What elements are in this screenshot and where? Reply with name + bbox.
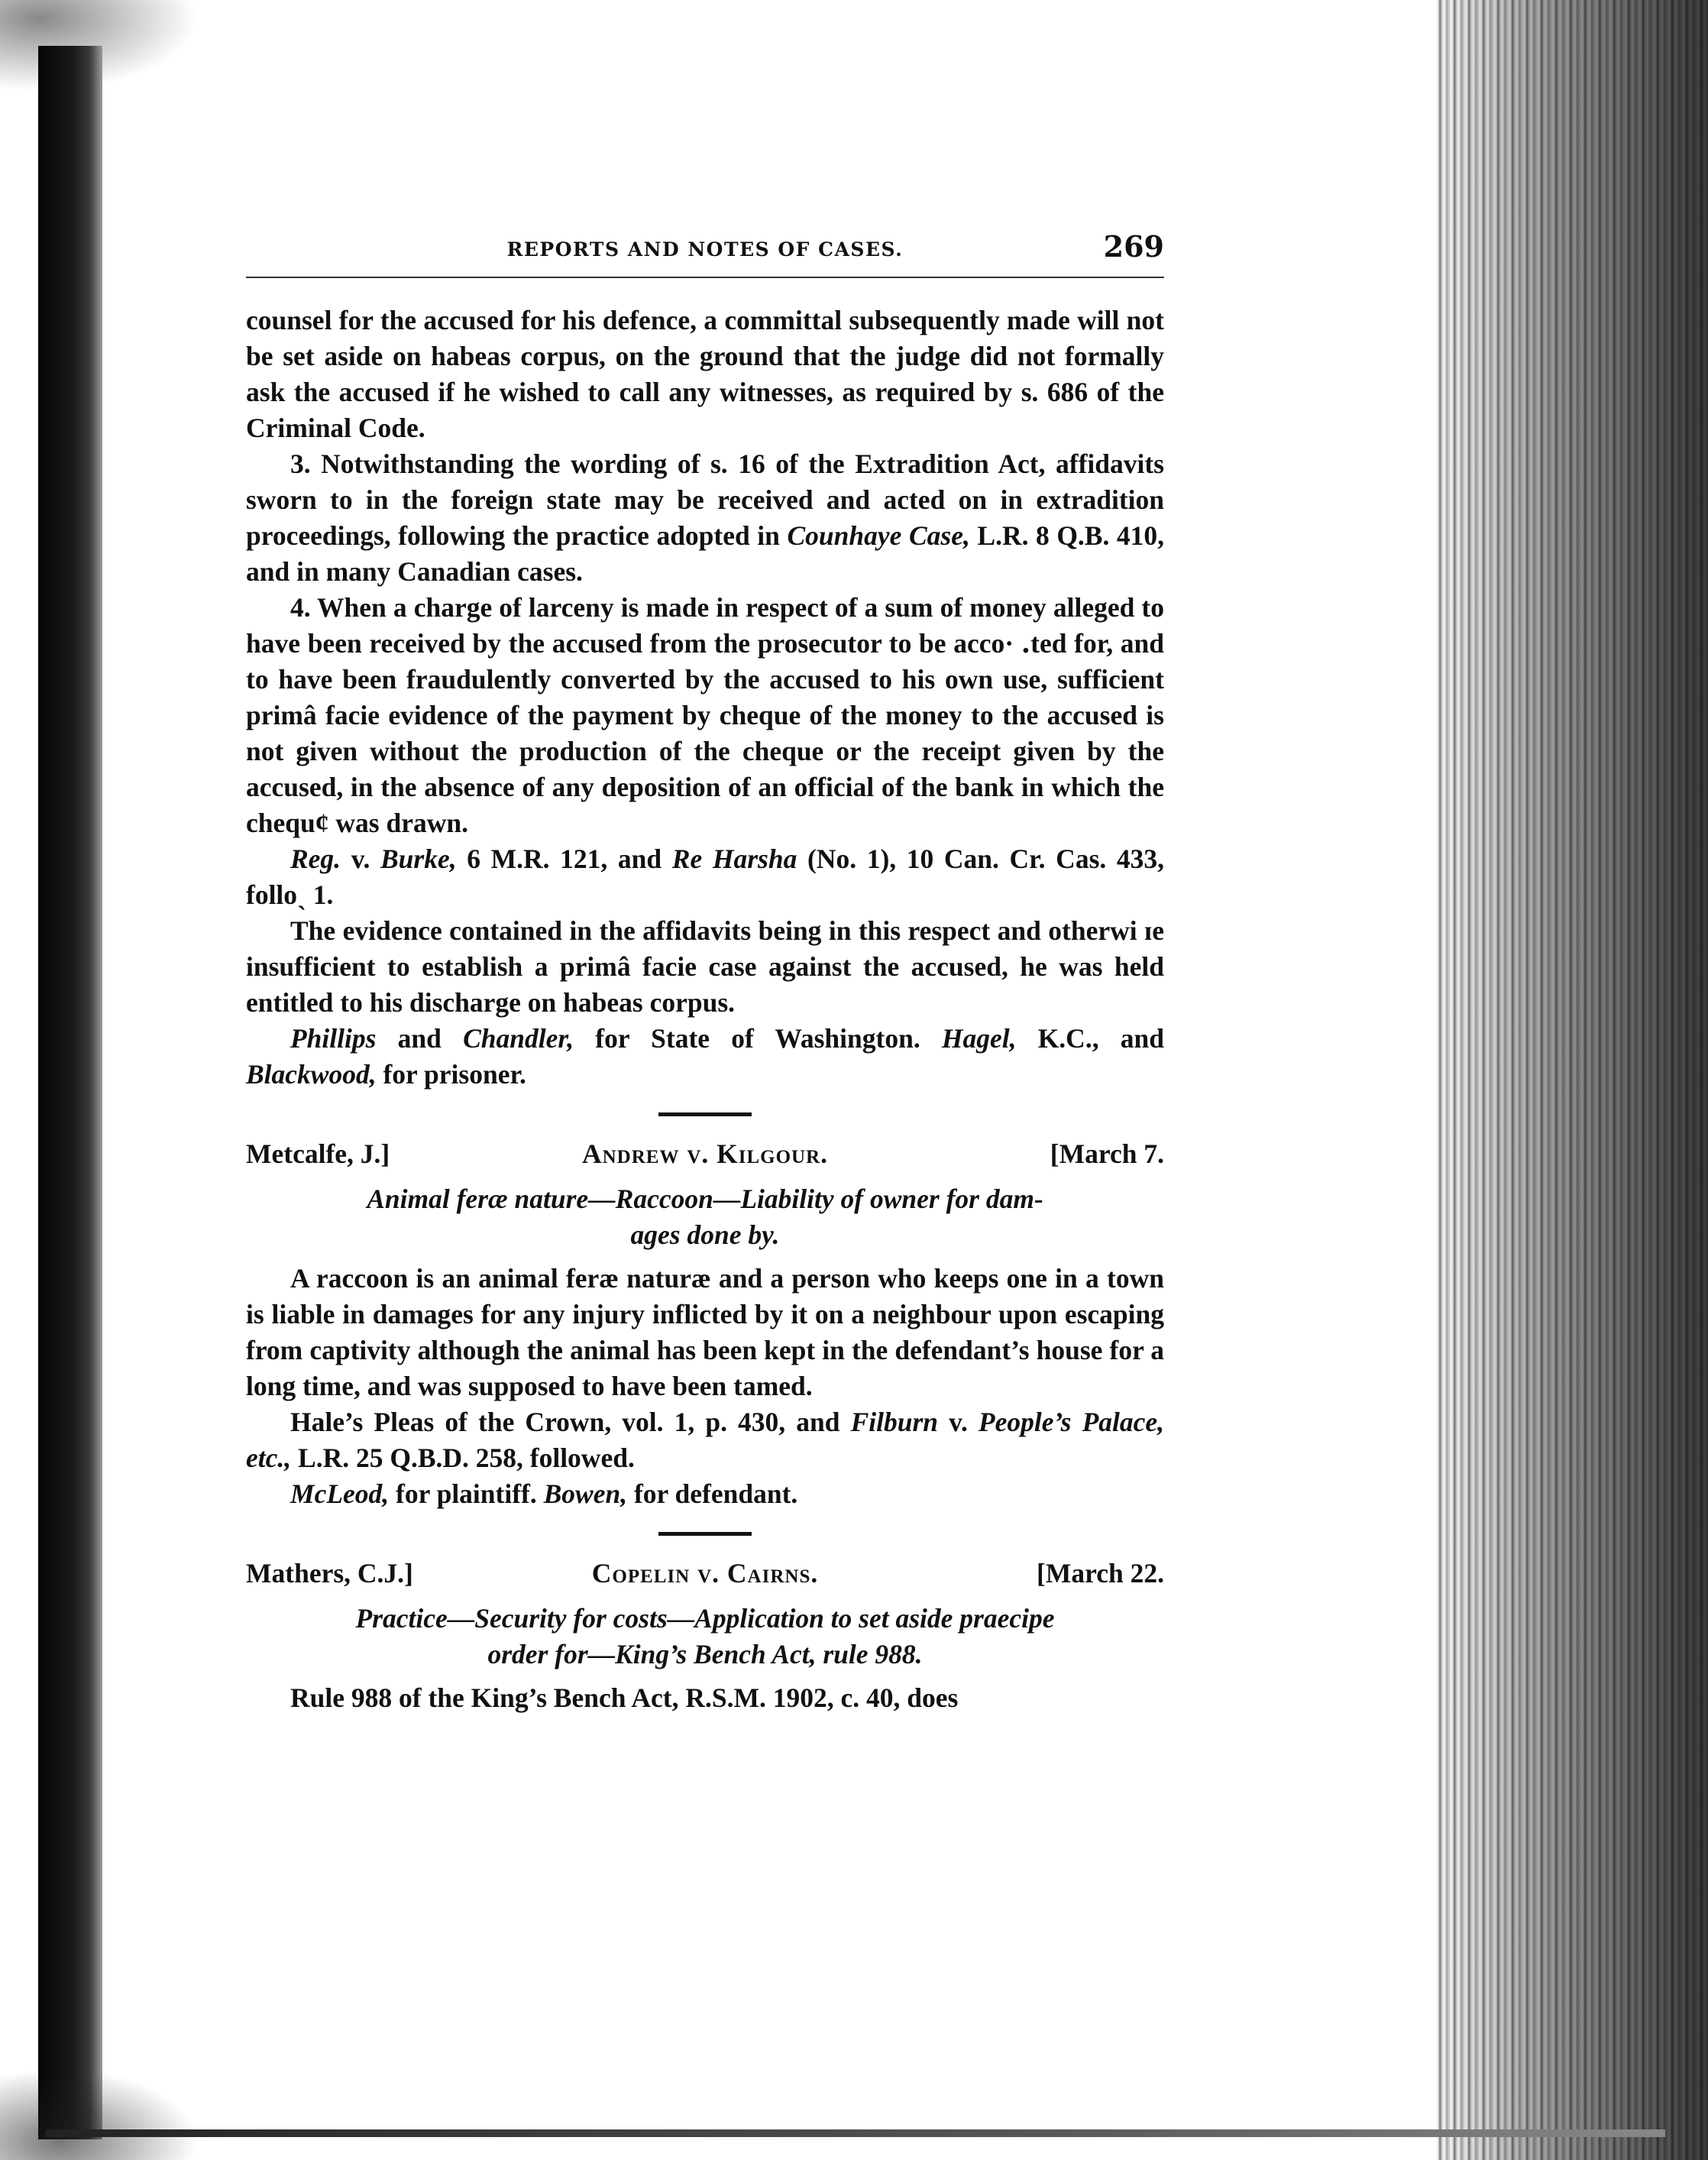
authority-text: L.R. 25 Q.B.D. 258, followed. (291, 1443, 635, 1473)
case-topic-line: Practice—Security for costs—Application to set aside praecipe (355, 1603, 1055, 1634)
case-topic-line: Animal feræ nature—Raccoon—Liability of owner for dam- (367, 1184, 1043, 1214)
case-heading-copelin (246, 1556, 1164, 1592)
case-name-reg: Reg. (290, 844, 341, 874)
case-topic-line: order for—King’s Bench Act, rule 988. (487, 1639, 923, 1669)
case-date: [March 22. (1037, 1558, 1164, 1588)
case-holding: A raccoon is an animal feræ naturæ and a person who keeps one in a town is liable in damages for any injury inflicted by it on a neighbour upon escaping from captivity although the animal has been kept in the defendant’s house for a long time, and was supposed to have been tamed. (246, 1263, 1164, 1401)
header-rule (246, 277, 1164, 278)
case-name-counhaye: Counhaye Case, (787, 520, 970, 551)
counsel-name: Hagel, (941, 1023, 1017, 1054)
authority-text: Hale’s Pleas of the Crown, vol. 1, p. 430, and (290, 1407, 851, 1437)
page-number: 269 (1103, 229, 1164, 264)
case-judge: Metcalfe, J.] (246, 1138, 390, 1169)
counsel-name: Chandler, (463, 1023, 574, 1054)
paragraph-extradition-tail: L.R. 8 Q.B. 410, and in many Canadian cases. (246, 520, 1165, 587)
case-topic-line: ages done by. (630, 1219, 780, 1250)
case-separator (658, 1112, 752, 1116)
case-title: Andrew v. Kilgour. (581, 1138, 829, 1169)
case-topic (261, 1181, 1149, 1253)
paragraph-continuation: counsel for the accused for his defence, a committal subsequently made will not be set aside on habeas corpus, on the ground that the judge did not formally ask the accused if he wished to call any witnesses, as required by s. 686 of the Criminal Code. (246, 305, 1164, 443)
counsel-name: Bowen, (543, 1478, 628, 1509)
paragraph-extradition-text: 3. Notwithstanding the wording of s. 16 of the Extradition Act, affidavits sworn to in the foreign state may be received and acted on in extradition proceedings, following the practice adopted in (246, 449, 1164, 551)
citation-v: v. (341, 844, 380, 874)
case-separator (658, 1532, 752, 1536)
counsel-name: Blackwood, (246, 1059, 377, 1090)
page-body (246, 303, 1164, 1716)
case-title: Copelin v. Cairns. (591, 1558, 819, 1588)
counsel-text: for plaintiff. (389, 1478, 544, 1509)
case-topic (261, 1601, 1149, 1673)
counsel-text: and (376, 1023, 464, 1054)
scan-shadow-bottom-left (0, 2068, 199, 2160)
running-title: REPORTS AND NOTES OF CASES. (506, 238, 904, 261)
counsel-line-1 (246, 1021, 1164, 1093)
case-heading-andrew (246, 1136, 1164, 1172)
paragraph-extradition (246, 446, 1164, 590)
scan-bottom-edge (46, 2129, 1665, 2137)
book-binding-edge (38, 46, 102, 2139)
citation-end: (No. 1), 10 Can. Cr. Cas. 433, folloˎ 1. (246, 844, 1165, 910)
authority-text: v. (938, 1407, 979, 1437)
case-judge: Mathers, C.J.] (246, 1558, 413, 1588)
case-name-filburn: Filburn (850, 1407, 939, 1437)
case-name-burke: Burke, (380, 844, 457, 874)
case-authorities (246, 1404, 1164, 1476)
counsel-name: McLeod, (290, 1478, 390, 1509)
citation-mid: 6 M.R. 121, and (456, 844, 672, 874)
counsel-text: for State of Washington. (574, 1023, 942, 1054)
case-holding: Rule 988 of the King’s Bench Act, R.S.M. 1902, c. 40, does (290, 1682, 959, 1713)
paragraph-citations (246, 841, 1164, 913)
paragraph-evidence: The evidence contained in the affidavits being in this respect and otherwi ɪe insufficient to establish a primâ facie case against the accused, he was held entitled to his discharge on habeas corpus. (246, 915, 1164, 1018)
paragraph-larceny: 4. When a charge of larceny is made in respect of a sum of money alleged to have been received by the accused from the prosecutor to be acco· ․ted for, and to have been fraudulently converted by the accused to his own use, sufficient primâ facie evidence of the payment by cheque of the money to the accused is not given without the production of the cheque or the receipt given by the accused, in the absence of any deposition of an official of the bank in which the chequ¢ was drawn. (246, 592, 1164, 838)
counsel-text: for prisoner. (376, 1059, 526, 1090)
case-name-peoples-palace: People’s Palace, etc., (246, 1407, 1165, 1473)
case-name-harsha: Re Harsha (671, 844, 797, 874)
counsel-line-2 (246, 1476, 1164, 1512)
counsel-name: Phillips (290, 1023, 377, 1054)
running-head (246, 222, 1164, 269)
counsel-text: K.C., and (1016, 1023, 1164, 1054)
counsel-text: for defendant. (627, 1478, 798, 1509)
book-page (246, 222, 1164, 1716)
page-stack-edge (1436, 0, 1708, 2160)
case-date: [March 7. (1050, 1138, 1164, 1169)
